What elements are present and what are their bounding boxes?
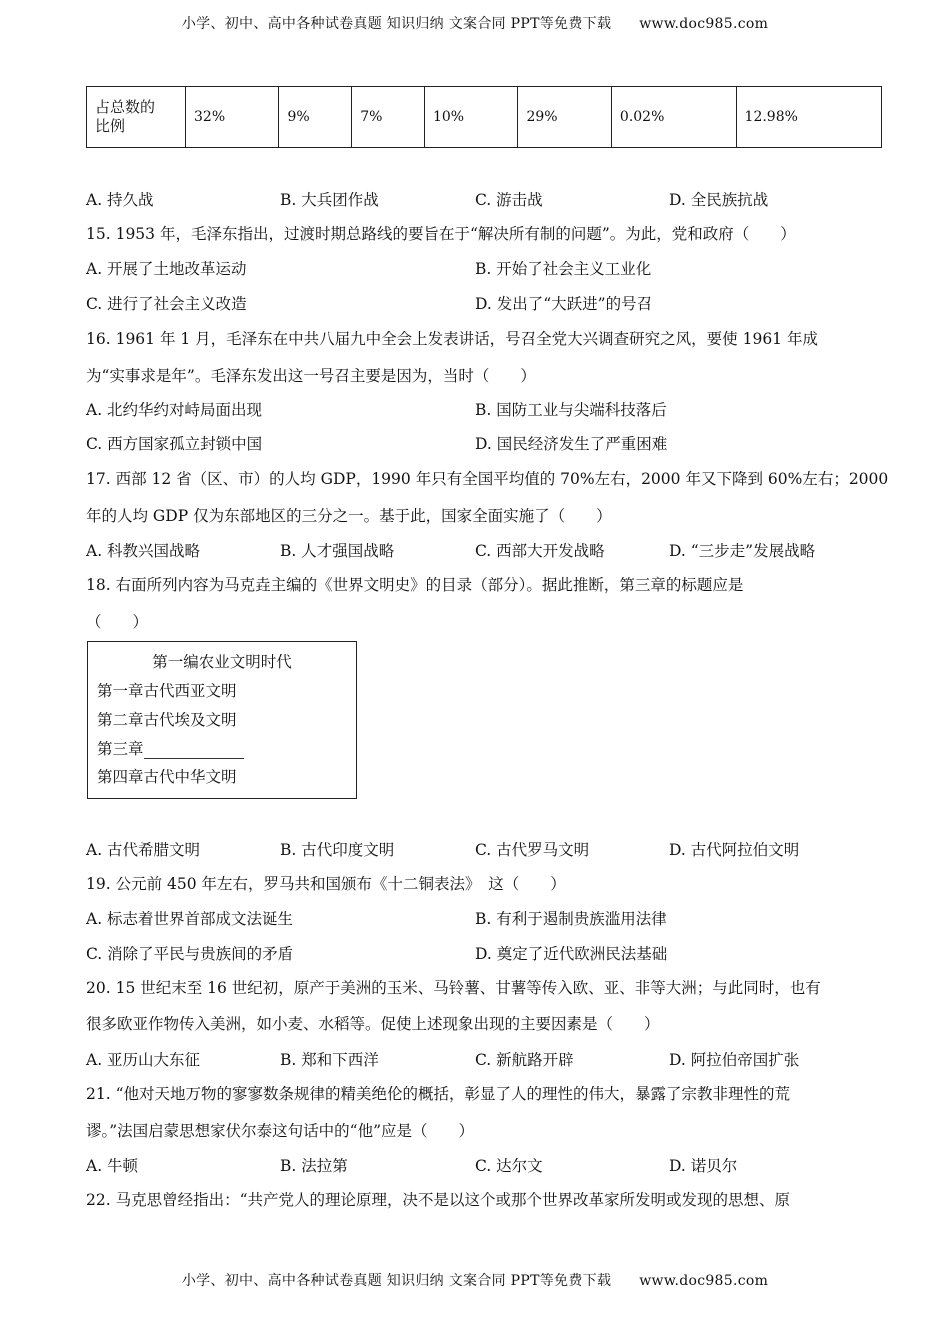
- q19-option-d: D. 奠定了近代欧洲民法基础: [475, 945, 668, 963]
- q16-stem-line-2: 为“实事求是年”。毛泽东发出这一号召主要是因为，当时（ ）: [86, 367, 536, 385]
- q14-option-d: D. 全民族抗战: [669, 191, 769, 209]
- q20-option-c: C. 新航路开辟: [475, 1051, 574, 1069]
- table-label-cell: [87, 87, 186, 148]
- q21-option-d: D. 诺贝尔: [669, 1157, 738, 1175]
- toc-chapter-1: 第一章古代西亚文明: [97, 682, 237, 700]
- toc-title: 第一编农业文明时代: [152, 653, 292, 671]
- q19-stem: 19. 公元前 450 年左右，罗马共和国颁布《十二铜表法》 这（ ）: [86, 875, 566, 893]
- footer-url[interactable]: www.doc985.com: [639, 1273, 769, 1289]
- q21-option-b: B. 法拉第: [280, 1157, 348, 1175]
- q20-option-d: D. 阿拉伯帝国扩张: [669, 1051, 800, 1069]
- q16-option-a: A. 北约华约对峙局面出现: [86, 401, 263, 419]
- q19-option-b: B. 有利于遏制贵族滥用法律: [475, 910, 667, 928]
- q16-option-c: C. 西方国家孤立封锁中国: [86, 435, 263, 453]
- header-url[interactable]: www.doc985.com: [639, 16, 769, 32]
- q17-option-c: C. 西部大开发战略: [475, 542, 605, 560]
- label-line-1: 占总数的: [95, 98, 156, 116]
- q20-stem-line-2: 很多欧亚作物传入美洲，如小麦、水稻等。促使上述现象出现的主要因素是（ ）: [86, 1015, 660, 1033]
- page-header: [0, 13, 950, 33]
- q17-stem-line-1: 17. 西部 12 省（区、市）的人均 GDP，1990 年只有全国平均值的 70%左右，2000 年又下降到 60%左右；2000: [86, 470, 889, 488]
- q16-stem-line-1: 16. 1961 年 1 月，毛泽东在中共八届九中全会上发表讲话，号召全党大兴调查研究之风，要使 1961 年成: [86, 330, 818, 348]
- q18-stem-line-2: （ ）: [86, 613, 149, 631]
- page-footer: [0, 1270, 950, 1290]
- q19-option-a: A. 标志着世界首部成文法诞生: [86, 910, 294, 928]
- toc-chapter-4: 第四章古代中华文明: [97, 768, 237, 786]
- ratio-table: [86, 86, 882, 148]
- toc-blank-line: [144, 744, 244, 759]
- q18-option-c: C. 古代罗马文明: [475, 841, 590, 859]
- q22-stem-line-1: 22. 马克思曾经指出：“共产党人的理论原理，决不是以这个或那个世界改革家所发明或发现的思想、原: [86, 1191, 791, 1209]
- footer-text: 小学、初中、高中各种试卷真题 知识归纳 文案合同 PPT等免费下载: [181, 1273, 612, 1289]
- q16-option-d: D. 国民经济发生了严重困难: [475, 435, 668, 453]
- q17-stem-line-2: 年的人均 GDP 仅为东部地区的三分之一。基于此，国家全面实施了（ ）: [86, 507, 612, 525]
- q15-option-b: B. 开始了社会主义工业化: [475, 260, 652, 278]
- toc-chapter-3-label: 第三章: [97, 740, 144, 758]
- q20-stem-line-1: 20. 15 世纪末至 16 世纪初，原产于美洲的玉米、马铃薯、甘薯等传入欧、亚、非等大洲；与此同时，也有: [86, 979, 821, 997]
- q15-option-d: D. 发出了“大跃进”的号召: [475, 295, 653, 313]
- table-row: [87, 87, 882, 148]
- q14-option-c: C. 游击战: [475, 191, 543, 209]
- header-text: 小学、初中、高中各种试卷真题 知识归纳 文案合同 PPT等免费下载: [181, 16, 612, 32]
- toc-chapter-2: 第二章古代埃及文明: [97, 711, 237, 729]
- q14-option-a: A. 持久战: [86, 191, 154, 209]
- table-cell: 9%: [279, 87, 352, 148]
- q14-option-b: B. 大兵团作战: [280, 191, 379, 209]
- q21-option-c: C. 达尔文: [475, 1157, 543, 1175]
- q21-stem-line-2: 谬。”法国启蒙思想家伏尔泰这句话中的“他”应是（ ）: [86, 1122, 475, 1140]
- table-cell: 0.02%: [611, 87, 736, 148]
- table-cell: 12.98%: [736, 87, 881, 148]
- q15-option-a: A. 开展了土地改革运动: [86, 260, 247, 278]
- q16-option-b: B. 国防工业与尖端科技落后: [475, 401, 667, 419]
- q17-option-d: D. “三步走”发展战略: [669, 542, 816, 560]
- table-cell: 7%: [352, 87, 425, 148]
- table-cell: 10%: [424, 87, 517, 148]
- q21-stem-line-1: 21. “他对天地万物的寥寥数条规律的精美绝伦的概括，彰显了人的理性的伟大，暴露了宗教非理性的荒: [86, 1085, 791, 1103]
- q15-stem: 15. 1953 年，毛泽东指出，过渡时期总路线的要旨在于“解决所有制的问题”。为此，党和政府（ ）: [86, 225, 796, 243]
- table-cell: 29%: [518, 87, 611, 148]
- q17-option-b: B. 人才强国战略: [280, 542, 395, 560]
- q21-option-a: A. 牛顿: [86, 1157, 139, 1175]
- q18-option-d: D. 古代阿拉伯文明: [669, 841, 800, 859]
- q17-option-a: A. 科教兴国战略: [86, 542, 201, 560]
- q18-option-a: A. 古代希腊文明: [86, 841, 201, 859]
- q20-option-a: A. 亚历山大东征: [86, 1051, 201, 1069]
- toc-chapter-3: [97, 737, 244, 759]
- q18-option-b: B. 古代印度文明: [280, 841, 395, 859]
- label-line-2: 比例: [95, 117, 126, 135]
- q18-stem-line-1: 18. 右面所列内容为马克垚主编的《世界文明史》的目录（部分）。据此推断，第三章的标题应是: [86, 576, 744, 594]
- q20-option-b: B. 郑和下西洋: [280, 1051, 379, 1069]
- table-cell: 32%: [186, 87, 279, 148]
- q15-option-c: C. 进行了社会主义改造: [86, 295, 247, 313]
- table-of-contents-box: [87, 641, 357, 799]
- q19-option-c: C. 消除了平民与贵族间的矛盾: [86, 945, 294, 963]
